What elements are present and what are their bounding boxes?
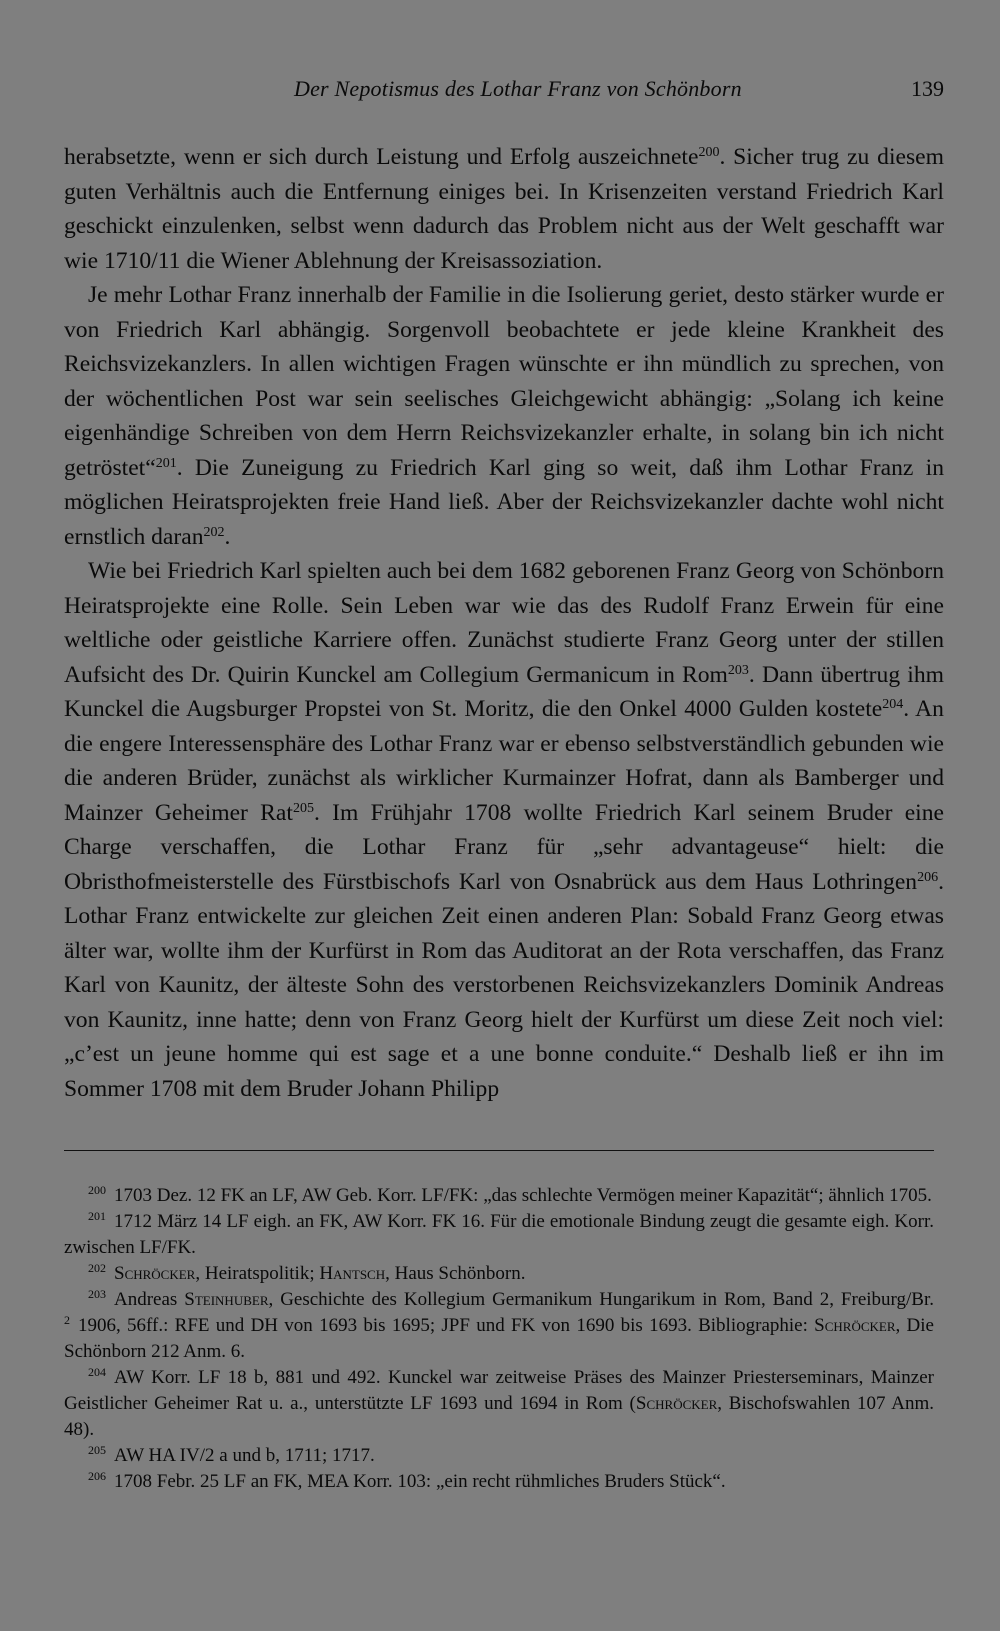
footnote-reference: 203 xyxy=(727,662,749,678)
footnote xyxy=(64,1261,934,1287)
footnote-reference: 206 xyxy=(917,869,939,885)
footnote-number: 206 xyxy=(88,1469,106,1483)
footnote xyxy=(64,1443,934,1469)
text-run: . Sicher trug zu diesem guten Verhältnis auch die Entfernung einiges bei. In Krisenzeiten verstand Friedrich Karl geschickt einzulenken, selbst wenn dadurch das Problem nicht aus der Welt geschafft war wie 1710/11 die Wiener Ablehnung der Kreisassoziation. xyxy=(64,144,944,274)
paragraph xyxy=(64,554,944,1106)
page-number: 139 xyxy=(911,76,944,101)
footnote-reference: 2 xyxy=(64,1313,70,1327)
footnotes xyxy=(64,1183,934,1495)
footnote-reference: 201 xyxy=(155,455,177,471)
text-run: . Im Frühjahr 1708 wollte Friedrich Karl seinem Bruder eine Charge verschaffen, die Lothar Franz für „sehr advantageuse“ hielt: die Obristhofmeisterstelle des Fürstbischofs Karl von Osnabrück aus dem Haus Lothringen xyxy=(64,799,944,895)
footnote xyxy=(64,1209,934,1261)
text-run: 1708 Febr. 25 LF an FK, MEA Korr. 103: „ein recht rühmliches Bruders Stück“. xyxy=(114,1471,726,1492)
text-run: 1906, 56ff.: RFE und DH von 1693 bis 1695; JPF und FK von 1690 bis 1693. Bibliographie: xyxy=(78,1315,815,1336)
text-run: . xyxy=(224,523,231,550)
footnote-reference: 205 xyxy=(292,800,314,816)
text-run: . Die Zuneigung zu Friedrich Karl ging so weit, daß ihm Lothar Franz in möglichen Heiratsprojekten freie Hand ließ. Aber der Reichsvizekanzler dachte wohl nicht ernstlich daran xyxy=(64,454,944,550)
text-run: , Haus Schönborn. xyxy=(385,1263,526,1284)
text-run: . An die engere Interessensphäre des Lothar Franz war er ebenso selbstverständlich gebunden wie die anderen Brüder, zunächst als wirklicher Kurmainzer Hofrat, dann als Bamberger und Mainzer Geheimer Rat xyxy=(64,696,944,826)
text-run: Wie bei Friedrich Karl spielten auch bei dem 1682 geborenen Franz Georg von Schönborn Heiratsprojekte eine Rolle. Sein Leben war wie das des Rudolf Franz Erwein für eine weltliche oder geistliche Karriere offen. Zunächst studierte Franz Georg unter der stillen Aufsicht des Dr. Quirin Kunckel am Collegium Germanicum in Rom xyxy=(64,558,944,688)
footnote-reference: 204 xyxy=(882,697,904,712)
author-name: Schröcker xyxy=(635,1393,718,1414)
text-run: Je mehr Lothar Franz innerhalb der Familie in die Isolierung geriet, desto stärker wurde er von Friedrich Karl abhängig. Sorgenvoll beobachtete er jede kleine Krankheit des Reichsvizekanzlers. In allen wichtigen Fragen wünschte er ihn mündlich zu sprechen, von der wöchentlichen Post war sein seelisches Gleichgewicht abhängig: „Solang ich keine eigenhändige Schreiben von dem Herrn Reichsvizekanzler erhalte, in solang bin ich nicht getröstet“ xyxy=(64,282,944,481)
author-name: Hantsch xyxy=(319,1263,386,1284)
footnote-reference: 200 xyxy=(698,145,720,160)
footnote xyxy=(64,1183,934,1209)
footnote-divider xyxy=(64,1150,934,1151)
footnote-number: 204 xyxy=(88,1365,106,1379)
running-title: Der Nepotismus des Lothar Franz von Schönborn xyxy=(294,76,742,101)
footnote-reference: 202 xyxy=(203,524,225,540)
text-run: , Geschichte des Kollegium Germanikum Hungarikum in Rom, Band 2, Freiburg/Br. xyxy=(268,1289,934,1310)
page-header xyxy=(64,76,944,110)
text-run: . Dann übertrug ihm Kunckel die Augsburger Propstei von St. Moritz, die den Onkel 4000 Gulden kostete xyxy=(64,661,944,722)
text-run: 1703 Dez. 12 FK an LF, AW Geb. Korr. LF/FK: „das schlechte Vermögen meiner Kapazität“; ähnlich 1705. xyxy=(114,1185,932,1206)
author-name: Steinhuber xyxy=(184,1289,269,1310)
footnote xyxy=(64,1365,934,1443)
paragraph xyxy=(64,140,944,278)
author-name: Schröcker xyxy=(114,1263,196,1284)
text-run: Andreas xyxy=(114,1289,185,1310)
text-run: , Heiratspolitik; xyxy=(195,1263,320,1284)
footnote-number: 203 xyxy=(88,1287,106,1301)
text-run: , Bischofswahlen 107 Anm. 48). xyxy=(64,1393,934,1440)
text-run: 1712 März 14 LF eigh. an FK, AW Korr. FK 16. Für die emotionale Bindung zeugt die gesamte eigh. Korr. zwischen LF/FK. xyxy=(64,1211,934,1258)
text-run: AW Korr. LF 18 b, 881 und 492. Kunckel war zeitweise Präses des Mainzer Priesterseminars, Mainzer Geistlicher Geheimer Rat u. a., unterstützte LF 1693 und 1694 in Rom ( xyxy=(64,1367,934,1414)
footnote-number: 201 xyxy=(88,1209,106,1223)
footnote-number: 200 xyxy=(88,1183,106,1197)
text-run: . Lothar Franz entwickelte zur gleichen Zeit einen anderen Plan: Sobald Franz Georg etwas älter war, wollte ihm der Kurfürst in Rom das Auditorat an der Rota verschaffen, das Franz Karl von Kaunitz, der älteste Sohn des verstorbenen Reichsvizekanzlers Dominik Andreas von Kaunitz, inne hatte; denn von Franz Georg hielt der Kurfürst um diese Zeit noch viel: „c’est un jeune homme qui est sage et a une bonne conduite.“ Deshalb ließ er ihn im Sommer 1708 mit dem Bruder Johann Philipp xyxy=(64,868,944,1102)
text-run: AW HA IV/2 a und b, 1711; 1717. xyxy=(114,1445,375,1466)
text-run: herabsetzte, wenn er sich durch Leistung und Erfolg auszeichnete xyxy=(64,144,699,170)
footnote xyxy=(64,1469,934,1495)
footnote xyxy=(64,1287,934,1365)
text-run: , Die Schönborn 212 Anm. 6. xyxy=(64,1315,934,1362)
main-text xyxy=(64,140,944,1106)
footnote-number: 205 xyxy=(88,1443,106,1457)
footnote-number: 202 xyxy=(88,1261,106,1275)
paragraph xyxy=(64,278,944,554)
author-name: Schröcker xyxy=(814,1315,896,1336)
